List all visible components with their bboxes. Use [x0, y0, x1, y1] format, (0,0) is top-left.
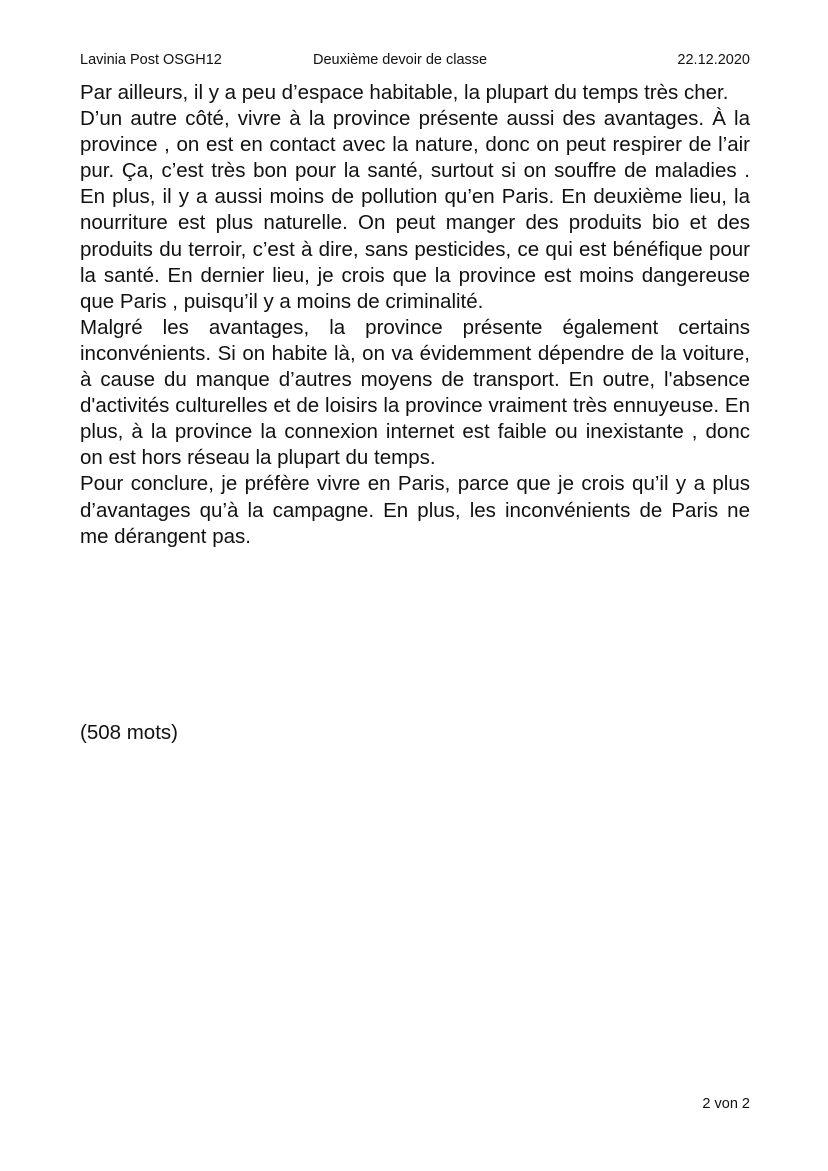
essay-body: [80, 80, 750, 550]
header-date: 22.12.2020: [677, 52, 750, 68]
paragraph: D’un autre côté, vivre à la province présente aussi des avantages. À la province , on est en contact avec la nature, donc on peut respirer de l’air pur. Ça, c’est très bon pour la santé, surtout si on souffre de maladies . En plus, il y a aussi moins de pollution qu’en Paris. En deuxième lieu, la nourriture est plus naturelle. On peut manger des produits bio et des produits du terroir, c’est à dire, sans pesticides, ce qui est bénéfique pour la santé. En dernier lieu, je crois que la province est moins dangereuse que Paris , puisqu’il y a moins de criminalité.: [80, 107, 750, 313]
header-author: Lavinia Post OSGH12: [80, 52, 222, 68]
word-count: (508 mots): [80, 721, 178, 744]
page-number: 2 von 2: [702, 1096, 750, 1112]
paragraph: Par ailleurs, il y a peu d’espace habitable, la plupart du temps très cher.: [80, 81, 729, 104]
header-title: Deuxième devoir de classe: [313, 52, 488, 68]
paragraph: Pour conclure, je préfère vivre en Paris, parce que je crois qu’il y a plus d’avantages qu’à la campagne. En plus, les inconvénients de Paris ne me dérangent pas.: [80, 472, 750, 548]
page-header: [80, 50, 750, 70]
paragraph: Malgré les avantages, la province présente également certains inconvénients. Si on habite là, on va évidemment dépendre de la voiture, à cause du manque d’autres moyens de transport. En outre, l'absence d'activités culturelles et de loisirs la province vraiment très ennuyeuse. En plus, à la province la connexion internet est faible ou inexistante , donc on est hors réseau la plupart du temps.: [80, 315, 750, 470]
